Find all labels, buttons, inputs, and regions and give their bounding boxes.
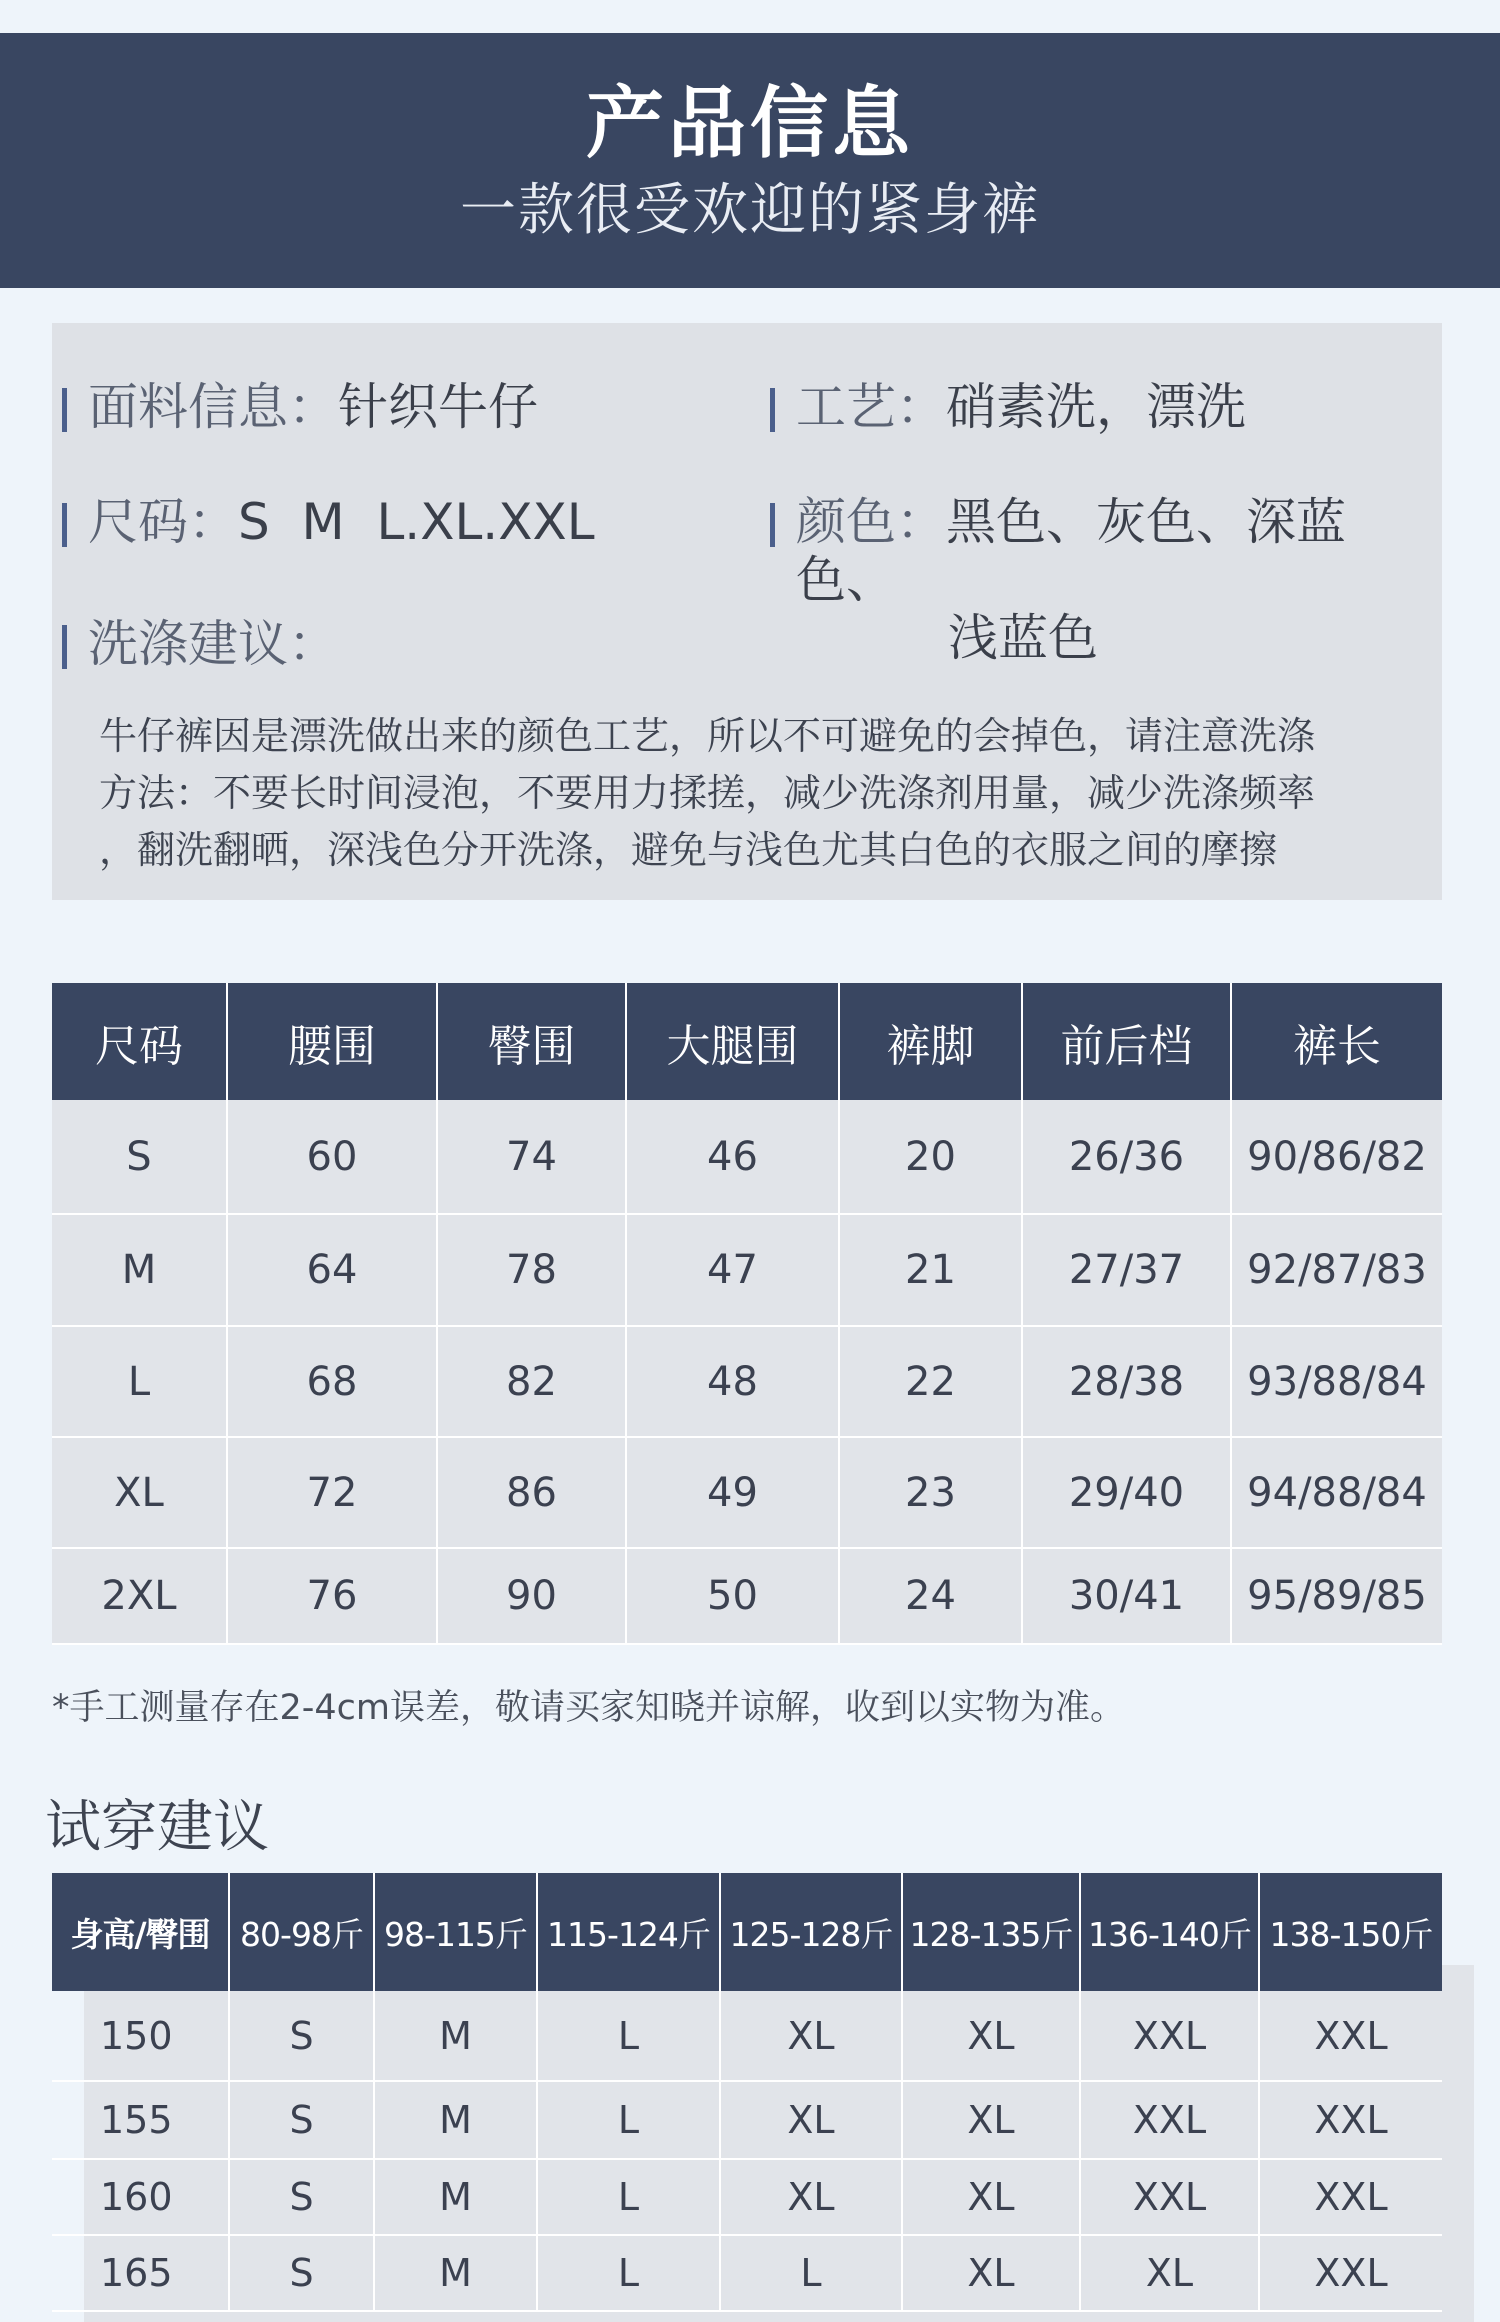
table-cell: 68 <box>227 1326 437 1437</box>
fit-section-title: 试穿建议 <box>45 1795 269 1860</box>
size-info <box>62 493 595 551</box>
size-value: S M L.XL.XXL <box>238 493 595 551</box>
table-cell: M <box>374 2235 537 2311</box>
table-cell: 28/38 <box>1022 1326 1231 1437</box>
table-cell: XL <box>720 2081 902 2159</box>
table-cell: XL <box>1080 2235 1259 2311</box>
table-cell: 64 <box>227 1214 437 1326</box>
table-cell: 92/87/83 <box>1231 1214 1442 1326</box>
table-row <box>52 2235 1442 2311</box>
table-cell: 23 <box>839 1437 1022 1548</box>
column-header: 136-140斤 <box>1080 1873 1259 1991</box>
table-cell: XXL <box>1080 1991 1259 2081</box>
table-cell: 2XL <box>52 1548 227 1644</box>
table-cell: 160 <box>52 2159 229 2235</box>
table-cell: XXL <box>1259 2081 1442 2159</box>
table-cell: 48 <box>626 1326 839 1437</box>
table-cell: XL <box>902 1991 1080 2081</box>
wash-line: ，翻洗翻晒，深浅色分开洗涤，避免与浅色尤其白色的衣服之间的摩擦 <box>99 828 1278 872</box>
table-cell: XXL <box>1259 2235 1442 2311</box>
table-cell: S <box>229 1991 374 2081</box>
wash-info <box>62 615 338 673</box>
craft-value: 硝素洗，漂洗 <box>946 378 1246 436</box>
table-cell: L <box>537 2159 720 2235</box>
table-cell: M <box>374 2159 537 2235</box>
craft-info <box>770 378 1246 436</box>
table-cell: 155 <box>52 2081 229 2159</box>
table-cell: S <box>229 2159 374 2235</box>
table-cell: 74 <box>437 1100 626 1214</box>
fit-recommendation-table <box>52 1873 1442 2312</box>
table-cell: M <box>374 1991 537 2081</box>
table-row <box>52 1991 1442 2081</box>
page-subtitle: 一款很受欢迎的紧身裤 <box>460 178 1040 243</box>
table-cell: XL <box>720 2159 902 2235</box>
table-cell: 50 <box>626 1548 839 1644</box>
table-cell: M <box>52 1214 227 1326</box>
table-cell: 90 <box>437 1548 626 1644</box>
table-cell: 94/88/84 <box>1231 1437 1442 1548</box>
color-label: 颜色： <box>796 493 946 551</box>
wash-label: 洗涤建议： <box>88 615 338 673</box>
table-cell: 49 <box>626 1437 839 1548</box>
table-cell: XXL <box>1259 1991 1442 2081</box>
table-cell: S <box>229 2235 374 2311</box>
column-header: 98-115斤 <box>374 1873 537 1991</box>
column-header: 裤长 <box>1231 983 1442 1100</box>
column-header: 前后档 <box>1022 983 1231 1100</box>
table-cell: S <box>229 2081 374 2159</box>
table-cell: 46 <box>626 1100 839 1214</box>
fabric-info <box>62 378 538 436</box>
section-bar <box>62 388 67 432</box>
section-bar <box>62 503 67 547</box>
table-row <box>52 1326 1442 1437</box>
table-cell: XXL <box>1259 2159 1442 2235</box>
fabric-label: 面料信息： <box>88 378 338 436</box>
table-cell: 90/86/82 <box>1231 1100 1442 1214</box>
size-chart-table <box>52 983 1442 1645</box>
size-label: 尺码： <box>88 493 238 551</box>
table-cell: 93/88/84 <box>1231 1326 1442 1437</box>
column-header: 裤脚 <box>839 983 1022 1100</box>
section-bar <box>62 625 67 669</box>
table-cell: 29/40 <box>1022 1437 1231 1548</box>
table-cell: 76 <box>227 1548 437 1644</box>
table-cell: 78 <box>437 1214 626 1326</box>
table-cell: XXL <box>1080 2081 1259 2159</box>
table-cell: 95/89/85 <box>1231 1548 1442 1644</box>
column-header: 腰围 <box>227 983 437 1100</box>
table-cell: L <box>52 1326 227 1437</box>
table-cell: L <box>537 2235 720 2311</box>
product-info-panel <box>52 323 1442 900</box>
table-cell: XL <box>902 2081 1080 2159</box>
table-cell: 86 <box>437 1437 626 1548</box>
table-row <box>52 1100 1442 1214</box>
column-header: 128-135斤 <box>902 1873 1080 1991</box>
table-row <box>52 1214 1442 1326</box>
page-title: 产品信息 <box>585 79 914 169</box>
table-header-row <box>52 1873 1442 1991</box>
table-cell: 24 <box>839 1548 1022 1644</box>
column-header: 臀围 <box>437 983 626 1100</box>
table-cell: L <box>537 1991 720 2081</box>
color-value-line2: 浅蓝色 <box>948 609 1098 667</box>
column-header: 大腿围 <box>626 983 839 1100</box>
table-cell: 22 <box>839 1326 1022 1437</box>
fabric-value: 针织牛仔 <box>338 378 538 436</box>
table-row <box>52 2081 1442 2159</box>
table-cell: L <box>537 2081 720 2159</box>
table-row <box>52 1548 1442 1644</box>
table-cell: XL <box>52 1437 227 1548</box>
table-cell: 26/36 <box>1022 1100 1231 1214</box>
table-cell: 60 <box>227 1100 437 1214</box>
table-cell: 20 <box>839 1100 1022 1214</box>
table-cell: M <box>374 2081 537 2159</box>
table-cell: XL <box>902 2235 1080 2311</box>
table-cell: 30/41 <box>1022 1548 1231 1644</box>
table-cell: XXL <box>1080 2159 1259 2235</box>
table-cell: L <box>720 2235 902 2311</box>
table-cell: 82 <box>437 1326 626 1437</box>
product-info-header <box>0 33 1500 288</box>
craft-label: 工艺： <box>796 378 946 436</box>
table-row <box>52 2159 1442 2235</box>
column-header: 138-150斤 <box>1259 1873 1442 1991</box>
table-cell: S <box>52 1100 227 1214</box>
table-cell: 150 <box>52 1991 229 2081</box>
table-header-row <box>52 983 1442 1100</box>
section-bar <box>770 503 775 547</box>
table-cell: XL <box>902 2159 1080 2235</box>
wash-line: 牛仔裤因是漂洗做出来的颜色工艺，所以不可避免的会掉色，请注意洗涤 <box>99 714 1316 758</box>
table-cell: 72 <box>227 1437 437 1548</box>
table-cell: XL <box>720 1991 902 2081</box>
column-header: 80-98斤 <box>229 1873 374 1991</box>
section-bar <box>770 388 775 432</box>
table-cell: 165 <box>52 2235 229 2311</box>
table-cell: 27/37 <box>1022 1214 1231 1326</box>
table-cell: 21 <box>839 1214 1022 1326</box>
column-header: 尺码 <box>52 983 227 1100</box>
table-cell: 47 <box>626 1214 839 1326</box>
column-header: 125-128斤 <box>720 1873 902 1991</box>
wash-line: 方法：不要长时间浸泡，不要用力揉搓，减少洗涤剂用量，减少洗涤频率 <box>99 771 1316 815</box>
column-header: 身高/臀围 <box>52 1873 229 1991</box>
table-row <box>52 1437 1442 1548</box>
column-header: 115-124斤 <box>537 1873 720 1991</box>
measurement-note: *手工测量存在2-4cm误差，敬请买家知晓并谅解，收到以实物为准。 <box>52 1688 1126 1728</box>
wash-instructions <box>99 708 1419 879</box>
color-value-line1: 黑色、灰色、深蓝色、 <box>796 493 1346 609</box>
color-info <box>770 493 1442 667</box>
